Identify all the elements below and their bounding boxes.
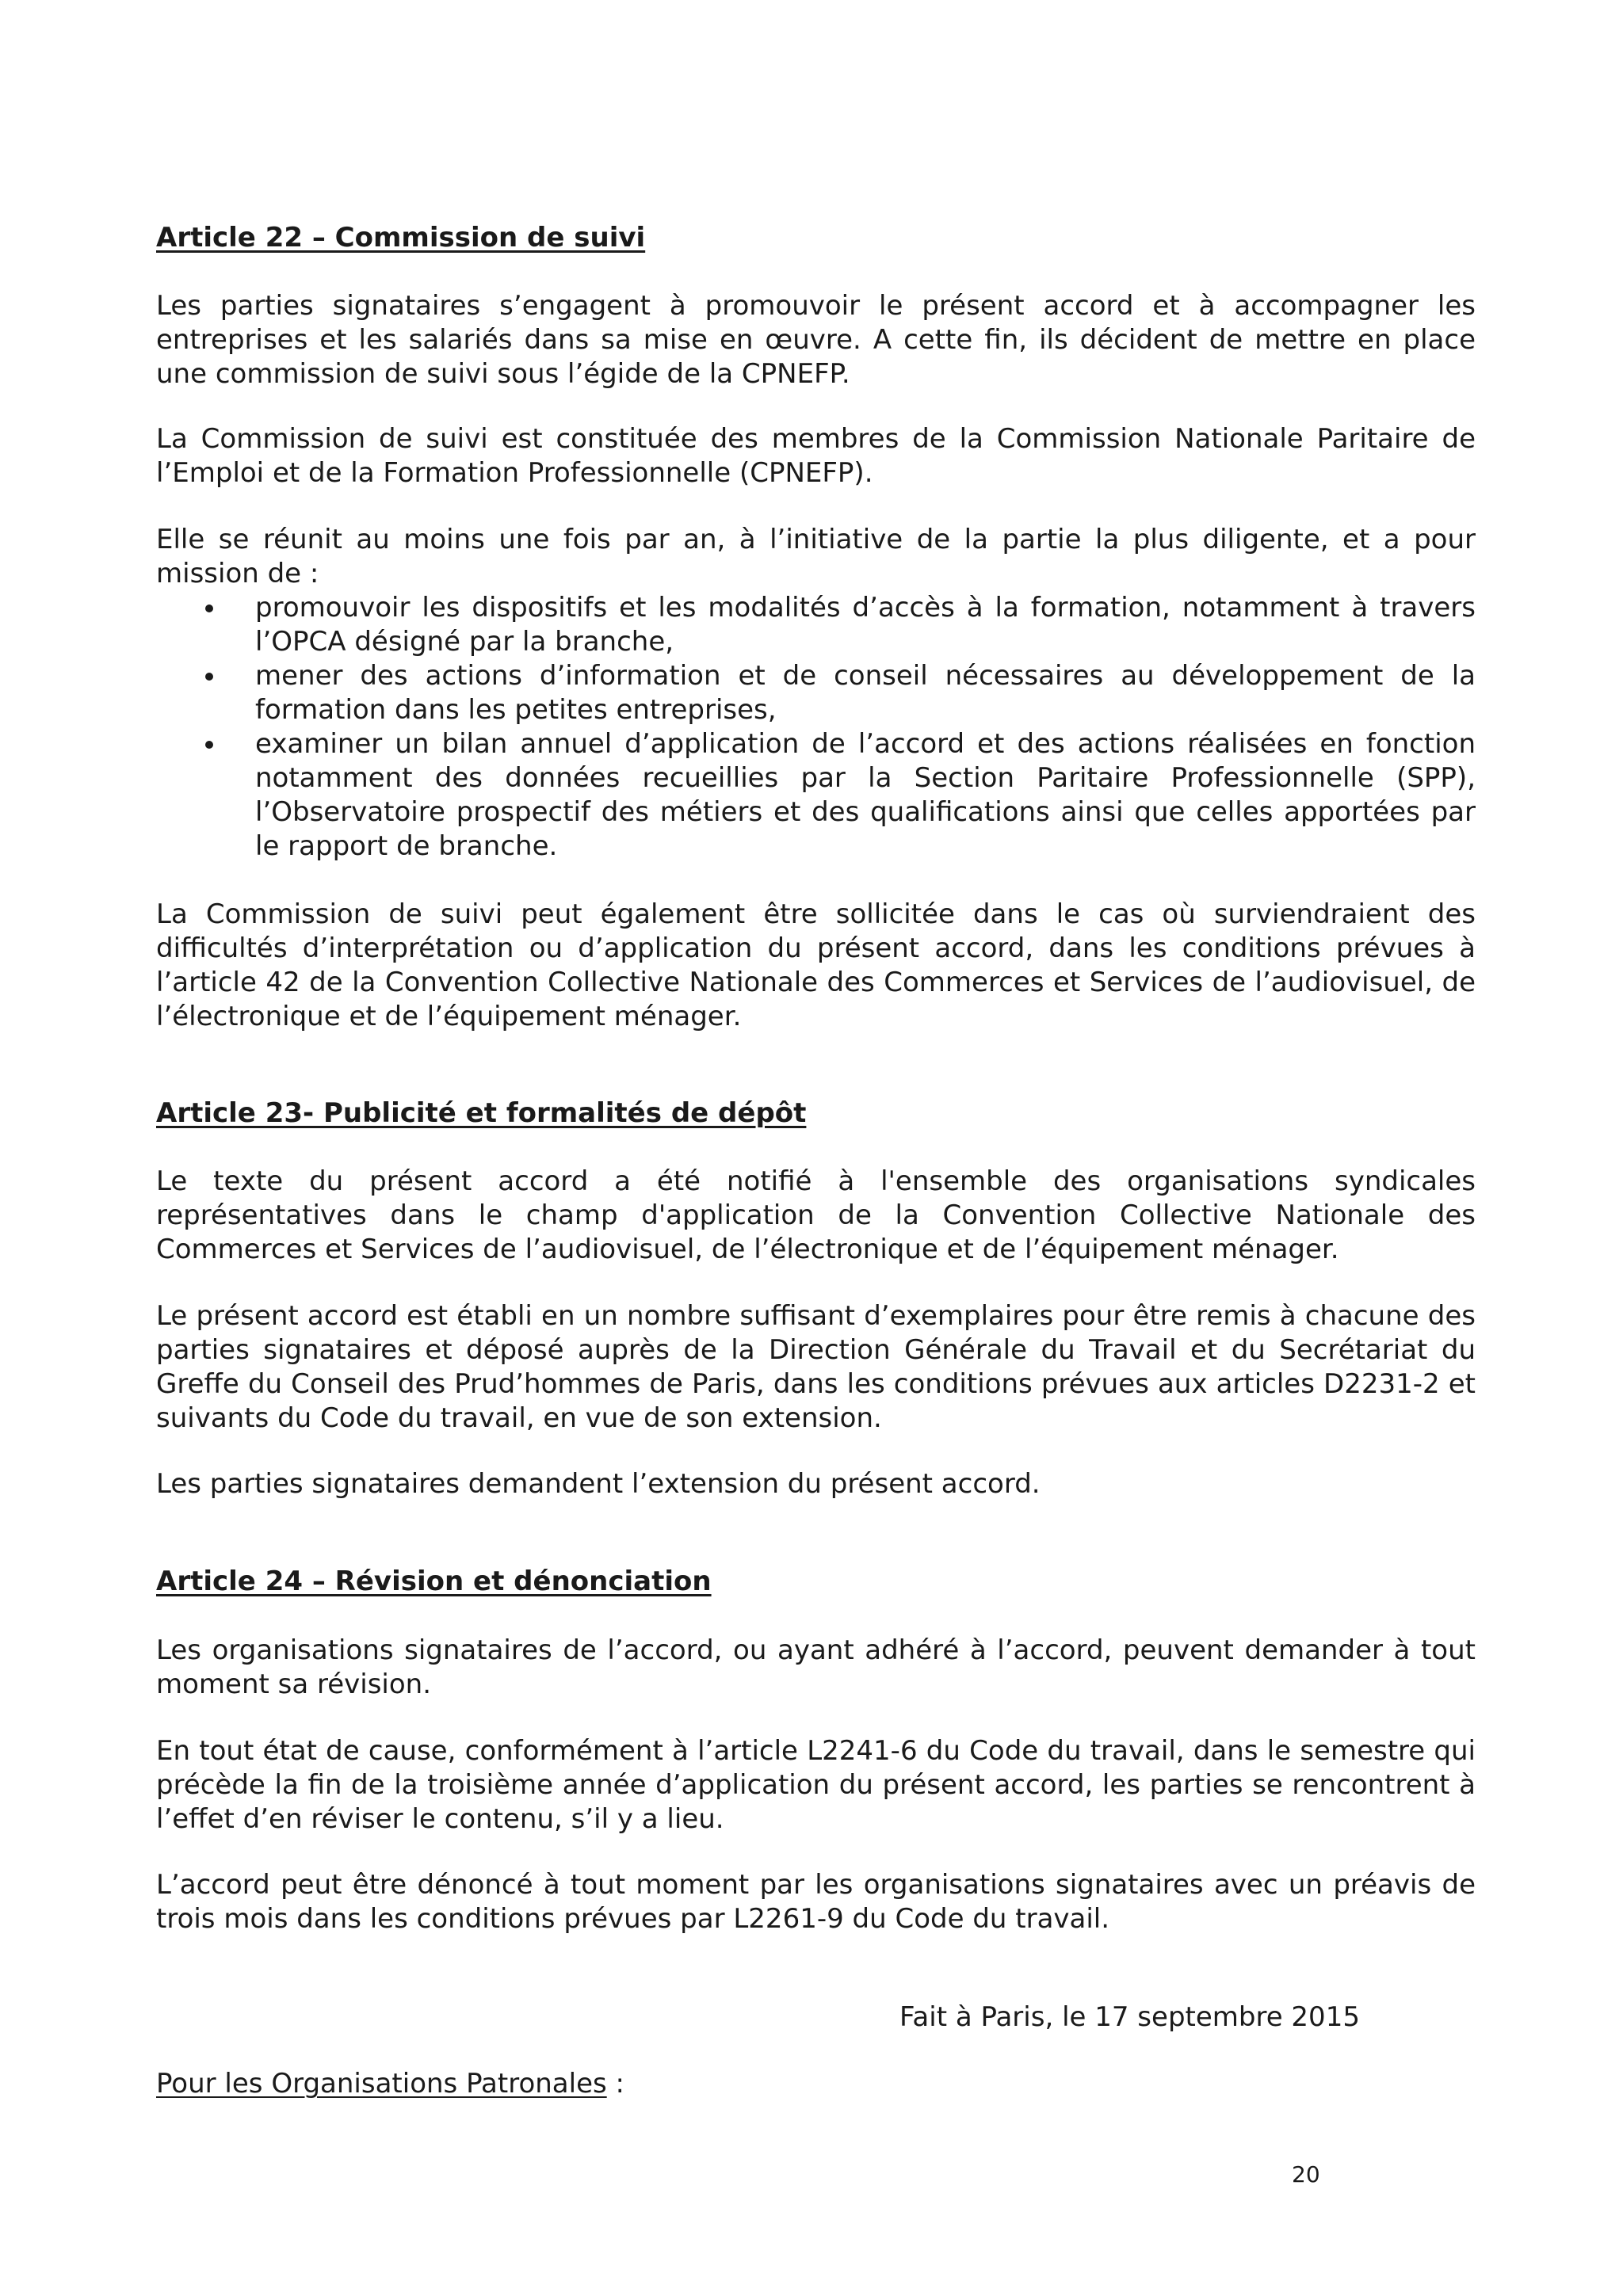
article-22-paragraph-2: La Commission de suivi est constituée des membres de la Commission Nationale Paritaire de l’Emploi et de la Formation Professionnelle (CPNEFP). [156, 423, 1476, 489]
place-and-date: Fait à Paris, le 17 septembre 2015 [899, 2001, 1360, 2033]
signatories-line [156, 2067, 624, 2101]
list-item-text: promouvoir les dispositifs et les modalités d’accès à la formation, notamment à travers l’OPCA désigné par la branche, [255, 592, 1476, 658]
page-number: 20 [1292, 2161, 1320, 2187]
article-24-paragraph-1: Les organisations signataires de l’accord, ou ayant adhéré à l’accord, peuvent demander à tout moment sa révision. [156, 1634, 1476, 1700]
list-item [156, 727, 1476, 864]
signatories-suffix: : [606, 2068, 624, 2100]
list-item-text: examiner un bilan annuel d’application de l’accord et des actions réalisées en fonction notamment des données recueillies par la Section Paritaire Professionnelle (SPP), l’Observatoire prospectif des métiers et des qualifications ainsi que celles apportées par le rapport de branche. [255, 728, 1476, 862]
article-23-paragraph-3: Les parties signataires demandent l’extension du présent accord. [156, 1468, 1041, 1500]
article-22-paragraph-1: Les parties signataires s’engagent à promouvoir le présent accord et à accompagner les entreprises et les salariés dans sa mise en œuvre. A cette fin, ils décident de mettre en place une commission de suivi sous l’égide de la CPNEFP. [156, 290, 1476, 390]
list-item-text: mener des actions d’information et de conseil nécessaires au développement de la formation dans les petites entreprises, [255, 660, 1476, 726]
bullet-icon [205, 741, 213, 749]
article-23-paragraph-2: Le présent accord est établi en un nombre suffisant d’exemplaires pour être remis à chacune des parties signataires et déposé auprès de la Direction Générale du Travail et du Secrétariat du Greffe du Conseil des Prud’hommes de Paris, dans les conditions prévues aux articles D2231-2 et suivants du Code du travail, en vue de son extension. [156, 1300, 1476, 1434]
article-24-heading: Article 24 – Révision et dénonciation [156, 1566, 712, 1597]
article-24-paragraph-3: L’accord peut être dénoncé à tout moment par les organisations signataires avec un préavis de trois mois dans les conditions prévues par L2261-9 du Code du travail. [156, 1869, 1476, 1935]
article-22-heading: Article 22 – Commission de suivi [156, 222, 646, 254]
article-23-paragraph-1: Le texte du présent accord a été notifié à l'ensemble des organisations syndicales représentatives dans le champ d'application de la Convention Collective Nationale des Commerces et Services de l’audiovisuel, de l’électronique et de l’équipement ménager. [156, 1165, 1476, 1265]
article-22-paragraph-3: Elle se réunit au moins une fois par an, à l’initiative de la partie la plus diligente, et a pour mission de : [156, 524, 1476, 589]
signatories-label: Pour les Organisations Patronales [156, 2068, 607, 2100]
bullet-icon [205, 673, 213, 681]
list-item [156, 659, 1476, 727]
article-23-heading: Article 23- Publicité et formalités de dépôt [156, 1097, 807, 1129]
article-22-paragraph-4: La Commission de suivi peut également être sollicitée dans le cas où surviendraient des difficultés d’interprétation ou d’application du présent accord, dans les conditions prévues à l’article 42 de la Convention Collective Nationale des Commerces et Services de l’audiovisuel, de l’électronique et de l’équipement ménager. [156, 898, 1476, 1032]
list-item [156, 591, 1476, 659]
article-22-mission-list [156, 591, 1476, 864]
article-24-paragraph-2: En tout état de cause, conformément à l’article L2241-6 du Code du travail, dans le semestre qui précède la fin de la troisième année d’application du présent accord, les parties se rencontrent à l’effet d’en réviser le contenu, s’il y a lieu. [156, 1735, 1476, 1835]
bullet-icon [205, 605, 213, 612]
